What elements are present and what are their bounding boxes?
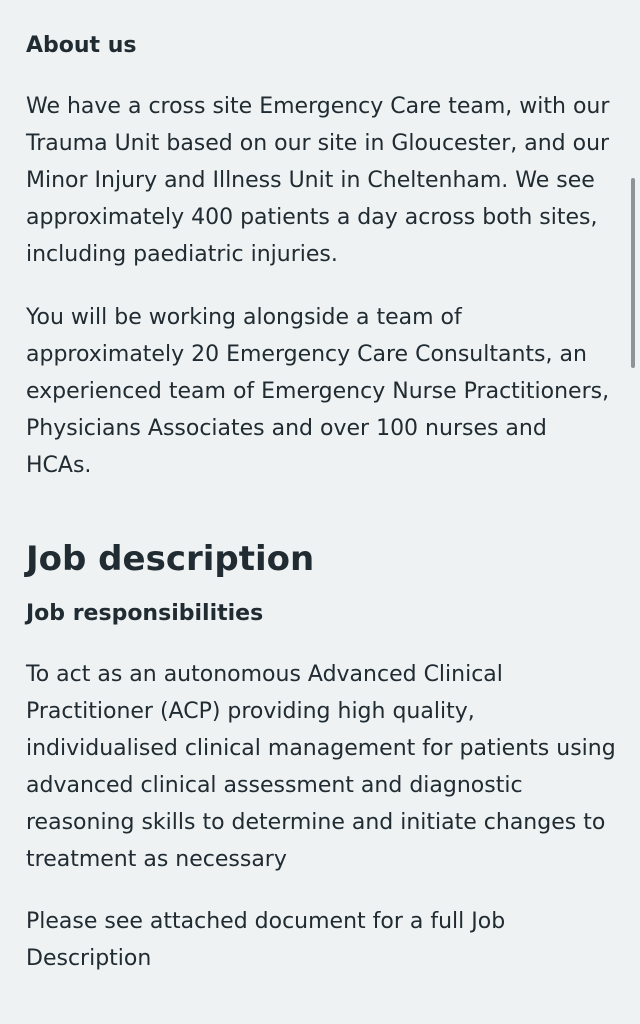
vertical-scrollbar[interactable] <box>631 178 635 368</box>
about-paragraph-2: You will be working alongside a team of approximately 20 Emergency Care Consultants, an experienced team of Emergency Nurse Practitioners, Physicians Associates and over 100 nurses and HCAs. <box>26 305 610 478</box>
about-paragraph-1: We have a cross site Emergency Care team, with our Trauma Unit based on our site in Gloucester, and our Minor Injury and Illness Unit in Cheltenham. We see approximately 400 patients a day across both sites, including paediatric injuries. <box>26 94 610 267</box>
responsibilities-paragraph-2: Please see attached document for a full Job Description <box>26 909 506 971</box>
about-us-heading: About us <box>26 33 137 58</box>
job-description-heading: Job description <box>26 539 315 579</box>
job-responsibilities-heading: Job responsibilities <box>26 601 264 626</box>
responsibilities-paragraph-1: To act as an autonomous Advanced Clinical Practitioner (ACP) providing high quality, individualised clinical management for patients using advanced clinical assessment and diagnostic reasoning skills to determine and initiate changes to treatment as necessary <box>26 662 616 872</box>
